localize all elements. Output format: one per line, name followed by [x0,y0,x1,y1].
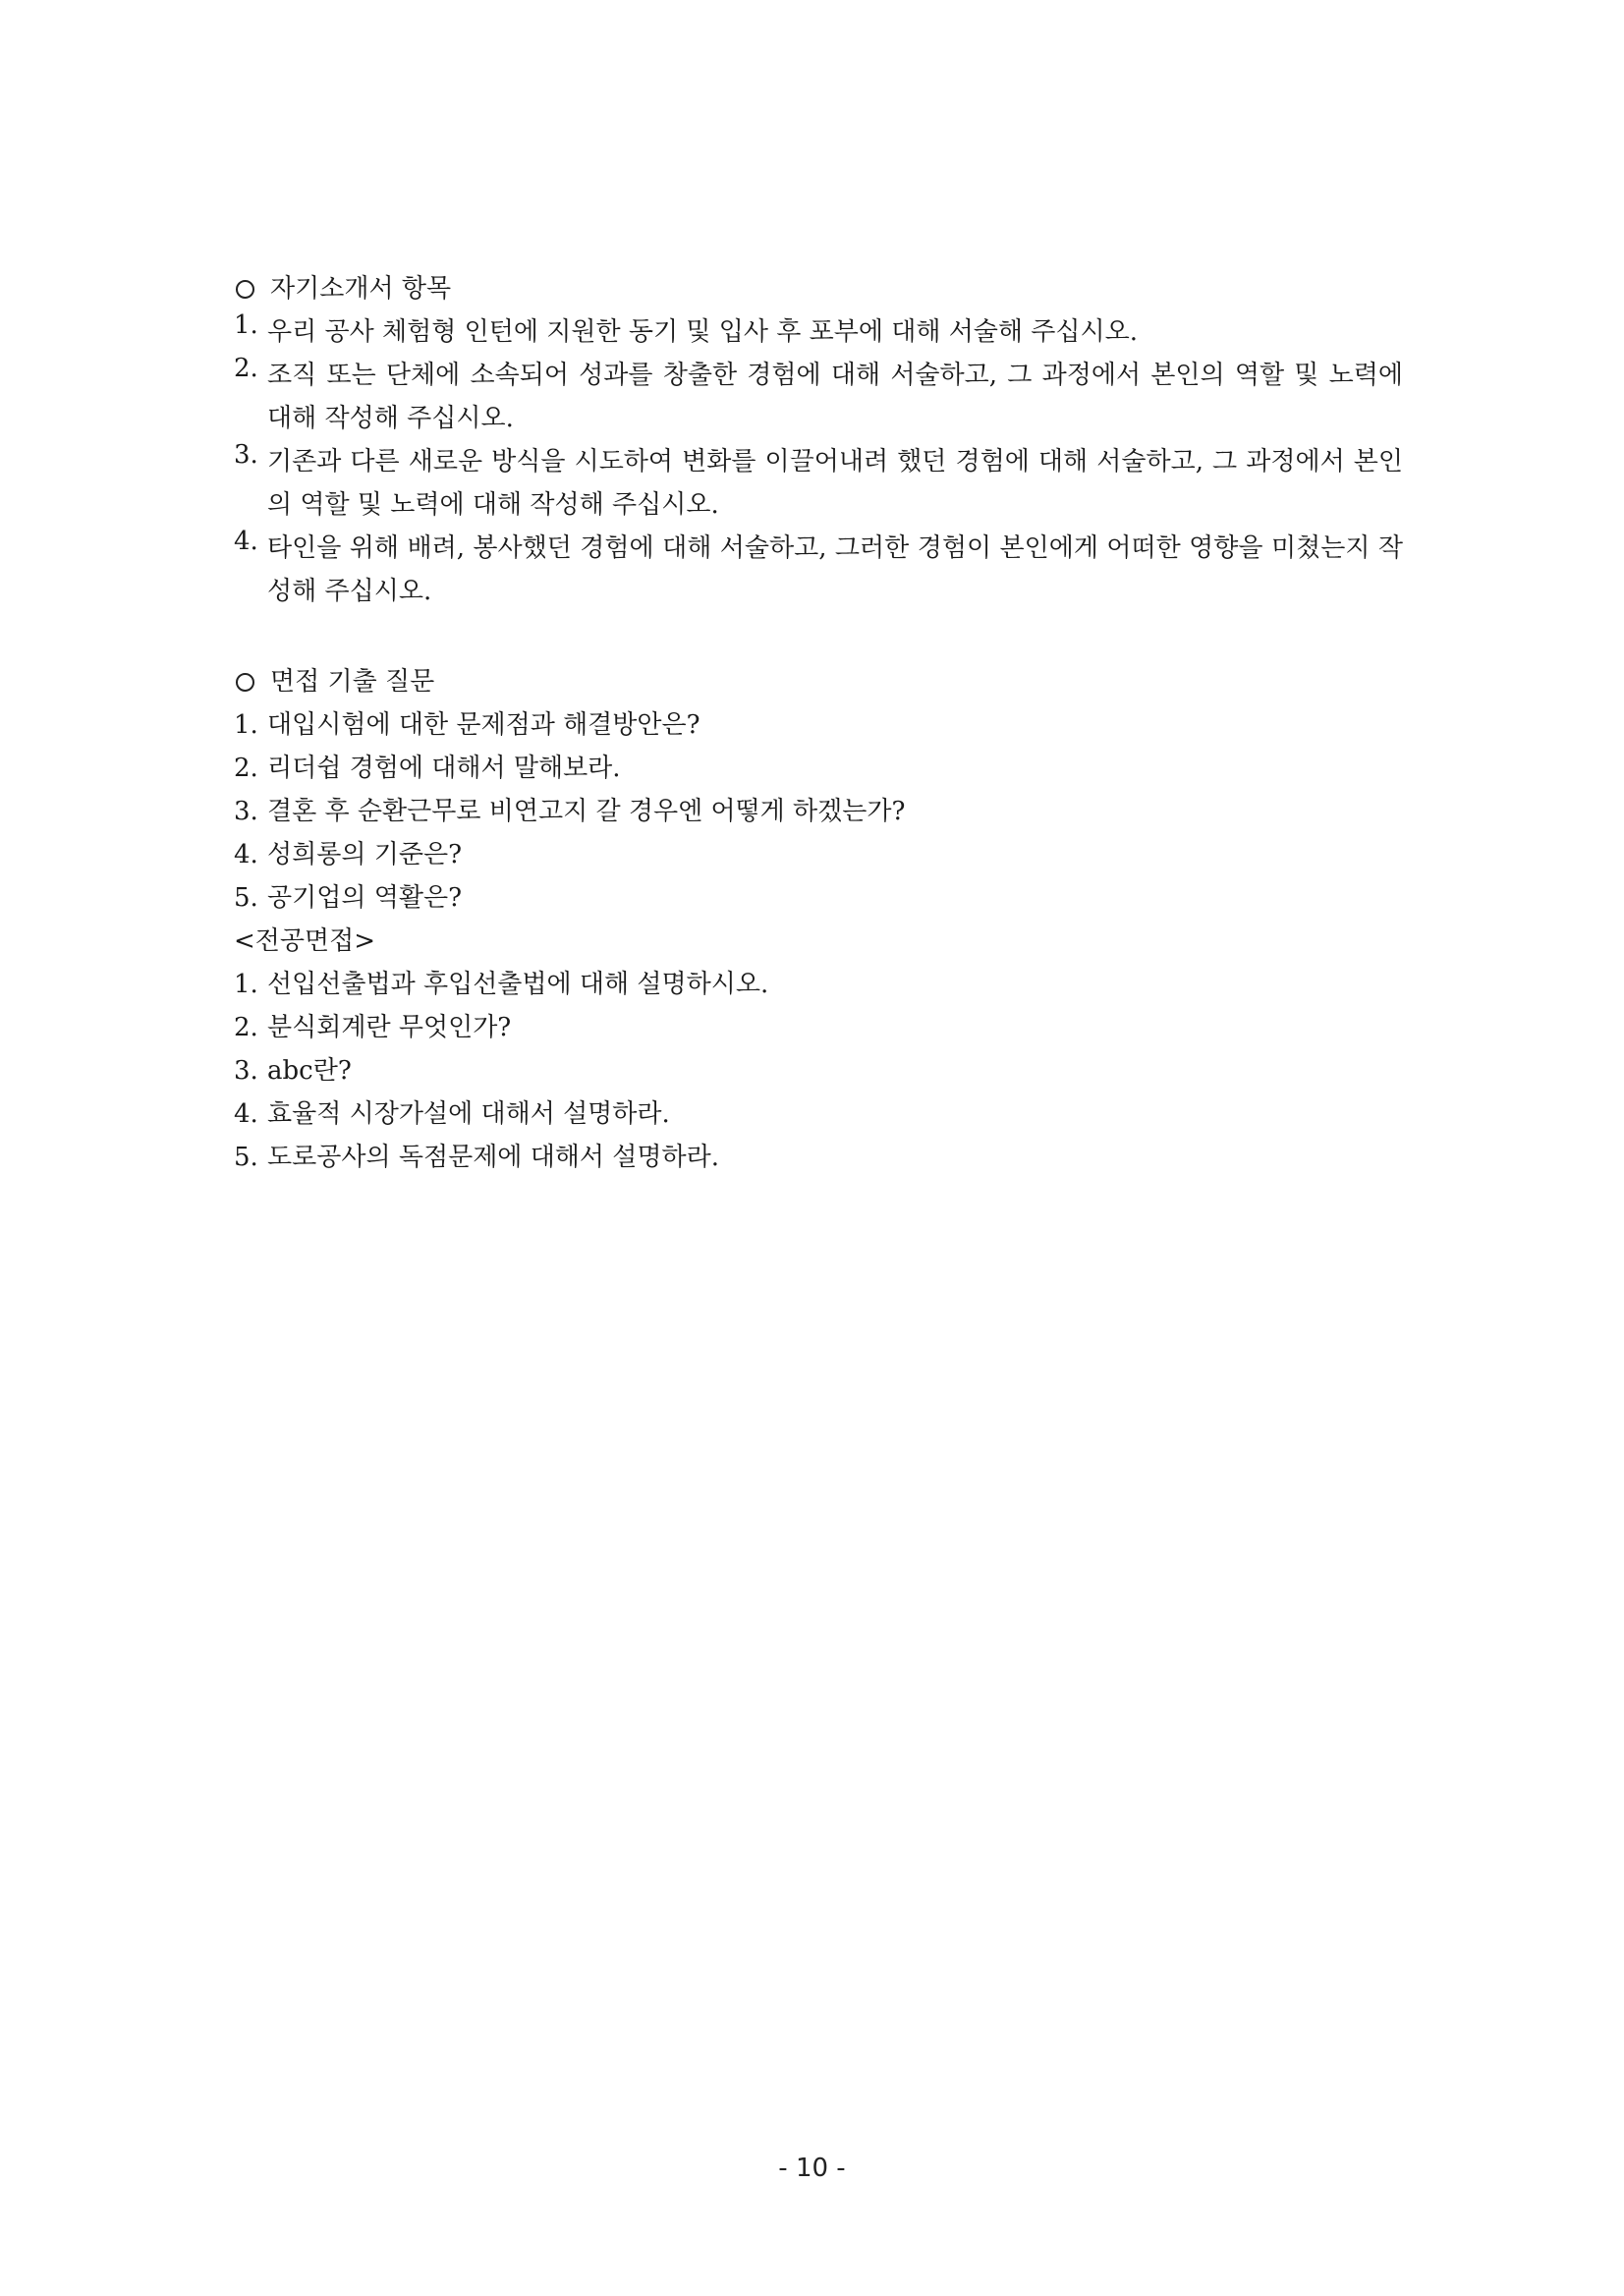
item-number: 5. [234,883,258,913]
item-text: 우리 공사 체험형 인턴에 지원한 동기 및 입사 후 포부에 대해 서술해 주십시오. [267,317,1139,347]
item-number: 4. [234,840,258,869]
essay-section [234,267,1403,613]
item-number: 5. [234,1143,258,1172]
item-text: 선입선출법과 후입선출법에 대해 설명하시오. [267,970,769,999]
major-interview-item [234,1092,1403,1136]
essay-item [234,440,1403,527]
interview-item [234,876,1403,920]
essay-heading-text: 자기소개서 항목 [270,274,452,304]
item-text: 결혼 후 순환근무로 비연고지 갈 경우엔 어떻게 하겠는가? [267,797,906,826]
interview-item [234,790,1403,833]
interview-section [234,660,1403,1179]
major-interview-item [234,1049,1403,1092]
item-text: 성희롱의 기준은? [267,840,463,869]
item-number: 4. [234,1099,258,1129]
item-number: 1. [234,710,258,740]
essay-heading [234,267,1403,310]
item-number: 3. [234,1056,258,1086]
interview-item [234,703,1403,747]
item-number: 4. [234,527,258,556]
item-number: 1. [234,970,258,999]
item-number: 2. [234,354,258,383]
item-text: 리더쉽 경험에 대해서 말해보라. [267,754,621,783]
interview-item [234,747,1403,790]
interview-item [234,833,1403,876]
interview-heading-text: 면접 기출 질문 [270,667,435,697]
essay-item [234,527,1403,613]
essay-item [234,310,1403,354]
item-number: 2. [234,754,258,783]
essay-item [234,354,1403,440]
item-text: 타인을 위해 배려, 봉사했던 경험에 대해 서술하고, 그러한 경험이 본인에게 어떠한 영향을 미쳤는지 작성해 주십시오. [267,533,1403,606]
circle-bullet-icon [236,673,254,692]
item-text: 조직 또는 단체에 소속되어 성과를 창출한 경험에 대해 서술하고, 그 과정에서 본인의 역할 및 노력에 대해 작성해 주십시오. [267,361,1403,433]
item-number: 3. [234,440,258,470]
item-number: 1. [234,310,258,340]
item-text: 대입시험에 대한 문제점과 해결방안은? [267,710,700,740]
item-text: 기존과 다른 새로운 방식을 시도하여 변화를 이끌어내려 했던 경험에 대해 서술하고, 그 과정에서 본인의 역할 및 노력에 대해 작성해 주십시오. [267,447,1403,520]
item-text: 분식회계란 무엇인가? [267,1013,512,1042]
item-number: 2. [234,1013,258,1042]
major-interview-heading: <전공면접> [234,926,376,956]
item-number: 3. [234,797,258,826]
item-text: abc란? [267,1056,352,1086]
item-text: 효율적 시장가설에 대해서 설명하라. [267,1099,670,1129]
major-interview-item [234,963,1403,1006]
item-text: 도로공사의 독점문제에 대해서 설명하라. [267,1143,720,1172]
item-text: 공기업의 역활은? [267,883,463,913]
interview-heading [234,660,1403,703]
major-interview-item [234,1006,1403,1049]
page-number: - 10 - [778,2154,846,2183]
major-interview-item [234,1136,1403,1179]
circle-bullet-icon [236,280,254,299]
